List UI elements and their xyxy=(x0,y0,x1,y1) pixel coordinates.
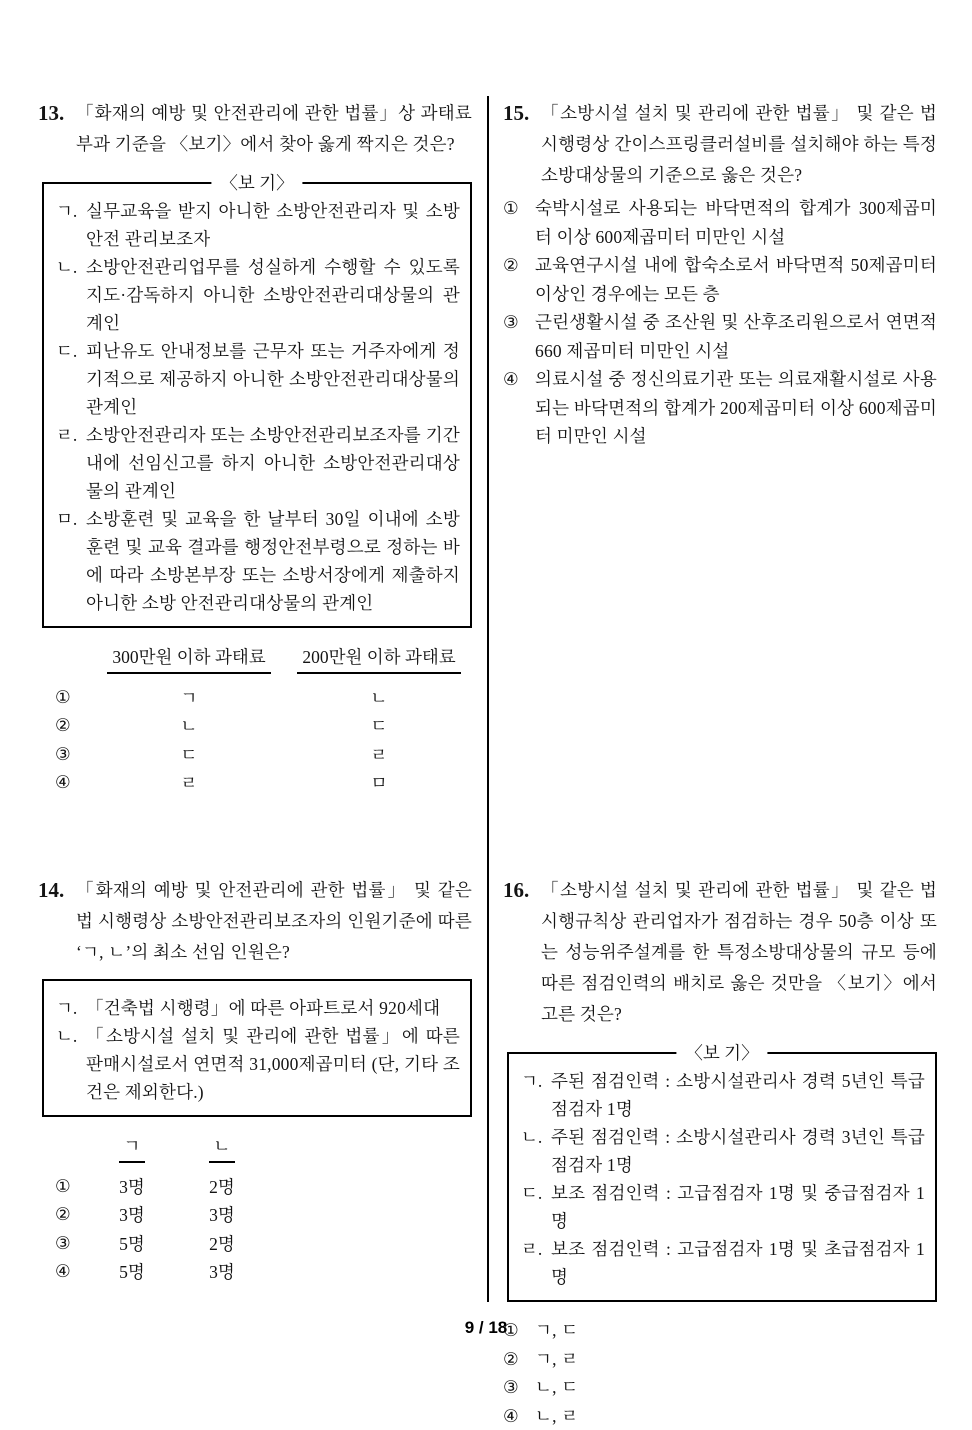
answer-option-4 xyxy=(38,1258,472,1287)
list-item xyxy=(56,994,460,1022)
answer-option-1 xyxy=(503,194,937,251)
answer-option-4 xyxy=(38,769,472,798)
option-text: 근린생활시설 중 조산원 및 산후조리원으로서 연면적 660 제곱미터 미만인 시설 xyxy=(535,308,937,365)
question-15 xyxy=(503,98,937,451)
list-item xyxy=(521,1067,925,1123)
item-marker: ㄹ. xyxy=(521,1235,551,1291)
list-item xyxy=(521,1235,925,1291)
option-circle-number: ③ xyxy=(38,744,96,765)
item-marker: ㄷ. xyxy=(56,337,86,421)
option-circle-number: ③ xyxy=(38,1233,96,1254)
list-item xyxy=(521,1179,925,1235)
option-circle-number: ① xyxy=(38,1176,96,1197)
answer-option-2 xyxy=(503,1345,937,1374)
list-item xyxy=(56,253,460,337)
list-item xyxy=(56,421,460,505)
answer-table-header xyxy=(38,644,472,674)
page-number: 9 / 18 xyxy=(0,1318,972,1338)
option-circle-number: ① xyxy=(38,687,96,708)
question-16 xyxy=(503,875,937,1430)
answer-option-4 xyxy=(503,1402,937,1430)
item-text: 보조 점검인력 : 고급점검자 1명 및 중급점검자 1명 xyxy=(551,1179,925,1235)
question-14-head xyxy=(38,875,472,968)
option-value: 3명 xyxy=(186,1202,258,1227)
option-value: ㄴ xyxy=(96,713,282,738)
option-circle-number: ② xyxy=(38,1204,96,1225)
answer-option-1 xyxy=(38,1172,472,1201)
column-header: ㄱ xyxy=(96,1133,168,1163)
item-text: 소방안전관리업무를 성실하게 수행할 수 있도록 지도·감독하지 아니한 소방안전관리대상물의 관계인 xyxy=(86,253,460,337)
answer-table-header xyxy=(38,1133,472,1163)
item-marker: ㄱ. xyxy=(56,197,86,253)
question-16-head xyxy=(503,875,937,1030)
item-text: 소방안전관리자 또는 소방안전관리보조자를 기간 내에 선임신고를 하지 아니한 소방안전관리대상물의 관계인 xyxy=(86,421,460,505)
column-header: 200만원 이하 과태료 xyxy=(286,644,472,674)
option-value: 3명 xyxy=(96,1202,168,1227)
question-13-bogi-box xyxy=(42,182,472,628)
list-item xyxy=(56,505,460,617)
question-16-bogi-label: 〈보 기〉 xyxy=(676,1040,767,1066)
option-text: ㄱ, ㄹ xyxy=(535,1345,937,1374)
option-value: ㄹ xyxy=(286,742,472,767)
option-value: ㅁ xyxy=(286,770,472,795)
option-circle-number: ③ xyxy=(503,308,535,365)
question-15-number: 15. xyxy=(503,98,541,129)
option-text: 숙박시설로 사용되는 바닥면적의 합계가 300제곱미터 이상 600제곱미터 미만인 시설 xyxy=(535,194,937,251)
item-marker: ㅁ. xyxy=(56,505,86,617)
question-16-text: 「소방시설 설치 및 관리에 관한 법률」 및 같은 법 시행규칙상 관리업자가 점검하는 경우 50층 이상 또는 성능위주설계를 한 특정소방대상물의 규모 등에 따른 점검인력의 배치로 옳은 것만을 〈보기〉에서 고른 것은? xyxy=(541,875,937,1030)
item-text: 보조 점검인력 : 고급점검자 1명 및 초급점검자 1명 xyxy=(551,1235,925,1291)
item-marker: ㄹ. xyxy=(56,421,86,505)
option-value: 2명 xyxy=(186,1231,258,1256)
answer-option-3 xyxy=(503,1373,937,1402)
question-13 xyxy=(38,98,472,797)
option-text: 의료시설 중 정신의료기관 또는 의료재활시설로 사용되는 바닥면적의 합계가 200제곱미터 이상 600제곱미터 미만인 시설 xyxy=(535,365,937,451)
question-15-text: 「소방시설 설치 및 관리에 관한 법률」 및 같은 법 시행령상 간이스프링클러설비를 설치해야 하는 특정소방대상물의 기준으로 옳은 것은? xyxy=(541,98,937,191)
option-value: 5명 xyxy=(96,1231,168,1256)
answer-option-2 xyxy=(38,1201,472,1230)
answer-option-4 xyxy=(503,365,937,451)
option-text: ㄴ, ㄷ xyxy=(535,1373,937,1402)
item-marker: ㄱ. xyxy=(521,1067,551,1123)
option-value: ㄴ xyxy=(286,685,472,710)
question-14-condition-box xyxy=(42,979,472,1117)
item-text: 「건축법 시행령」에 따른 아파트로서 920세대 xyxy=(86,994,460,1022)
question-13-number: 13. xyxy=(38,98,76,129)
question-14-text: 「화재의 예방 및 안전관리에 관한 법률」 및 같은 법 시행령상 소방안전관리보조자의 인원기준에 따른 ‘ㄱ, ㄴ’의 최소 선임 인원은? xyxy=(76,875,472,968)
option-value: 5명 xyxy=(96,1259,168,1284)
option-circle-number: ④ xyxy=(38,772,96,793)
item-marker: ㄴ. xyxy=(56,253,86,337)
option-circle-number: ② xyxy=(503,1345,535,1374)
column-divider xyxy=(487,96,489,1302)
question-15-options xyxy=(503,194,937,451)
option-text: 교육연구시설 내에 합숙소로서 바닥면적 50제곱미터 이상인 경우에는 모든 층 xyxy=(535,251,937,308)
option-circle-number: ② xyxy=(38,715,96,736)
right-column xyxy=(503,98,937,451)
answer-option-2 xyxy=(503,251,937,308)
question-13-answer-table xyxy=(38,644,472,797)
option-circle-number: ① xyxy=(503,194,535,251)
answer-option-3 xyxy=(38,1229,472,1258)
item-marker: ㄱ. xyxy=(56,994,86,1022)
question-16-bogi-box xyxy=(507,1052,937,1302)
question-13-head xyxy=(38,98,472,160)
item-text: 소방훈련 및 교육을 한 날부터 30일 이내에 소방훈련 및 교육 결과를 행정안전부령으로 정하는 바에 따라 소방본부장 또는 소방서장에게 제출하지 아니한 소방 안전관리대상물의 관계인 xyxy=(86,505,460,617)
item-marker: ㄴ. xyxy=(521,1123,551,1179)
option-circle-number: ④ xyxy=(503,1402,535,1430)
list-item xyxy=(56,337,460,421)
item-text: 주된 점검인력 : 소방시설관리사 경력 5년인 특급점검자 1명 xyxy=(551,1067,925,1123)
item-text: 피난유도 안내정보를 근무자 또는 거주자에게 정기적으로 제공하지 아니한 소방안전관리대상물의 관계인 xyxy=(86,337,460,421)
item-text: 실무교육을 받지 아니한 소방안전관리자 및 소방안전 관리보조자 xyxy=(86,197,460,253)
question-13-bogi-label: 〈보 기〉 xyxy=(211,170,302,196)
list-item xyxy=(521,1123,925,1179)
question-14-number: 14. xyxy=(38,875,76,906)
option-circle-number: ① xyxy=(503,1316,535,1345)
option-value: ㄱ xyxy=(96,685,282,710)
option-value: ㄹ xyxy=(96,770,282,795)
item-marker: ㄴ. xyxy=(56,1022,86,1106)
option-text: ㄴ, ㄹ xyxy=(535,1402,937,1430)
option-value: 3명 xyxy=(96,1174,168,1199)
question-14-answer-table xyxy=(38,1133,472,1286)
answer-option-3 xyxy=(503,308,937,365)
option-circle-number: ③ xyxy=(503,1373,535,1402)
column-header: 300만원 이하 과태료 xyxy=(96,644,282,674)
item-text: 「소방시설 설치 및 관리에 관한 법률」에 따른 판매시설로서 연면적 31,000제곱미터 (단, 기타 조건은 제외한다.) xyxy=(86,1022,460,1106)
option-circle-number: ④ xyxy=(503,365,535,451)
option-value: 2명 xyxy=(186,1174,258,1199)
left-column xyxy=(38,98,472,797)
item-text: 주된 점검인력 : 소방시설관리사 경력 3년인 특급점검자 1명 xyxy=(551,1123,925,1179)
question-14 xyxy=(38,875,472,1286)
option-value: ㄷ xyxy=(96,742,282,767)
answer-option-2 xyxy=(38,712,472,741)
list-item xyxy=(56,1022,460,1106)
question-15-head xyxy=(503,98,937,191)
question-16-number: 16. xyxy=(503,875,541,906)
question-13-text: 「화재의 예방 및 안전관리에 관한 법률」상 과태료 부과 기준을 〈보기〉에서 찾아 옳게 짝지은 것은? xyxy=(76,98,472,160)
option-circle-number: ② xyxy=(503,251,535,308)
answer-option-3 xyxy=(38,740,472,769)
list-item xyxy=(56,197,460,253)
item-marker: ㄷ. xyxy=(521,1179,551,1235)
option-value: ㄷ xyxy=(286,713,472,738)
column-header: ㄴ xyxy=(186,1133,258,1163)
option-circle-number: ④ xyxy=(38,1261,96,1282)
answer-option-1 xyxy=(38,683,472,712)
option-value: 3명 xyxy=(186,1259,258,1284)
option-text: ㄱ, ㄷ xyxy=(535,1316,937,1345)
